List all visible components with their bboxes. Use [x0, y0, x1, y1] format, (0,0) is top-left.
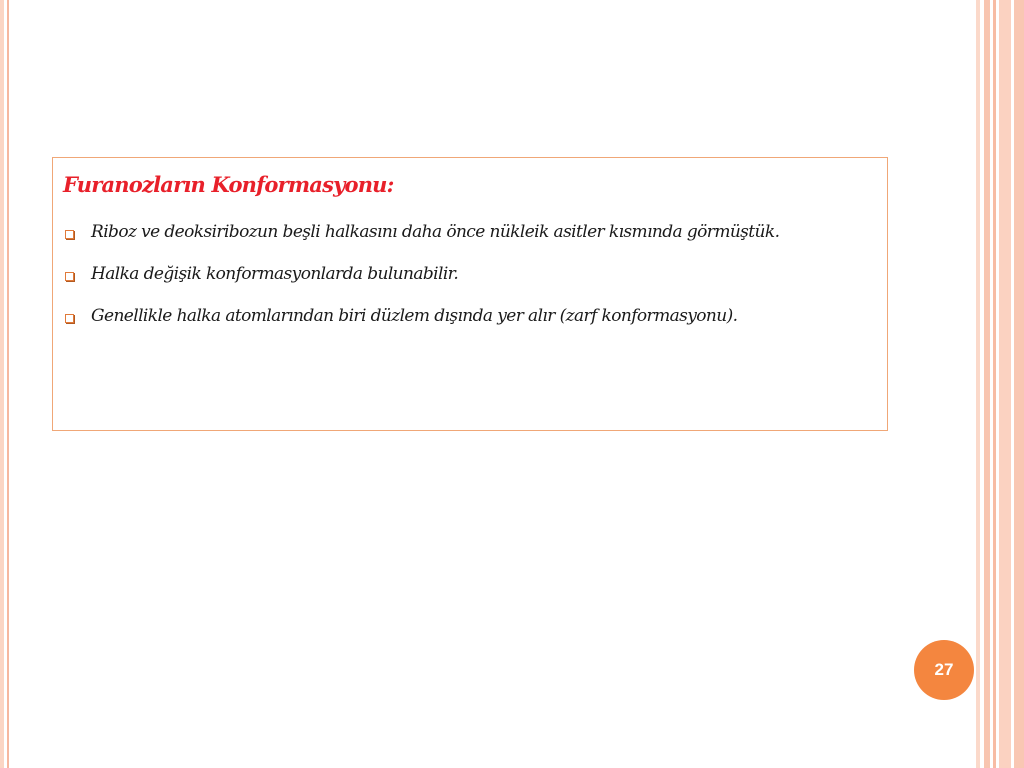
bullet-text: Halka değişik konformasyonlarda bulunabilir. — [91, 264, 459, 284]
hollow-square-bullet-icon — [65, 230, 74, 239]
slide-heading: Furanozların Konformasyonu: — [63, 172, 394, 197]
content-box — [52, 157, 888, 431]
bullet-item — [65, 222, 779, 264]
right-decorative-stripe — [999, 0, 1011, 768]
right-decorative-stripe — [976, 0, 980, 768]
right-decorative-stripe — [984, 0, 990, 768]
bullet-item — [65, 306, 779, 348]
bullet-item — [65, 264, 779, 306]
right-decorative-stripe — [993, 0, 996, 768]
right-decorative-stripe — [1014, 0, 1024, 768]
bullet-list — [65, 222, 779, 348]
bullet-text: Riboz ve deoksiribozun beşli halkasını daha önce nükleik asitler kısmında görmüştük. — [91, 222, 780, 242]
hollow-square-bullet-icon — [65, 314, 74, 323]
left-decorative-stripe — [0, 0, 4, 768]
page-number-badge: 27 — [914, 640, 974, 700]
bullet-text: Genellikle halka atomlarından biri düzlem dışında yer alır (zarf konformasyonu). — [91, 306, 738, 326]
hollow-square-bullet-icon — [65, 272, 74, 281]
left-decorative-stripe — [7, 0, 9, 768]
